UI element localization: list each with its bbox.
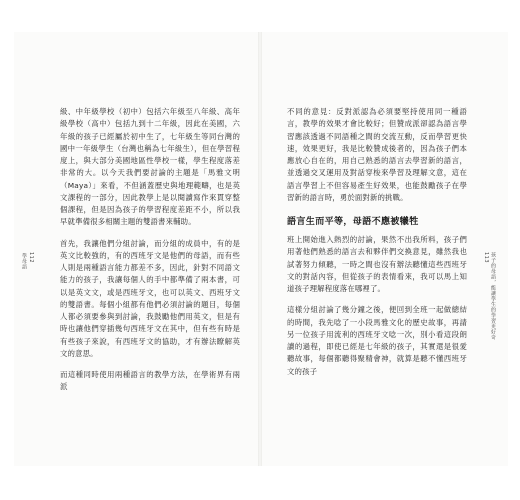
left-paragraph-1: 級、中年級學校（初中）包括六年級至八年級、高年級學校（高中）包括九到十二年級，因此在美國，六年級的孩子已經屬於初中生了，七年級生等同台灣的國中一年級學生（台灣也稱為七年級生），但在學習程度上，與大部分美國地區性學校一樣，學生程度落差非常的大。以今天我們要討論的主題是「馬雅文明（Maya）」來看，不但涵蓋歷史與地理範疇，也是英文課程的一部分，因此教學上是以閱讀寫作來貫穿整個課程，但是因為孩子的學習程度差距不小，所以我早就準備很多相關主題的雙語書來輔助。 xyxy=(60,107,240,227)
right-page-number: 113 xyxy=(483,252,489,264)
right-paragraph-2: 班上開始進入熱烈的討論，果然不出我所料，孩子們用著他們熟悉的語言去和夥伴們交換意見，雖然我也試著努力傾聽，一時之間也沒有辦法聽懂這些西班牙文的對話內容，但從孩子的表情看來，我可以馬上知道孩子理解程度落在哪裡了。 xyxy=(287,235,467,293)
right-paragraph-1: 不同的意見：反對派認為必須要堅持使用同一種語言，教學的效果才會比較好；但贊成派卻認為語言學習應該透過不同語種之間的交流互動，反而學習更快速，效果更好，我是比較贊成後者的，因為孩子們本應放心自在的，用自己熟悉的語言去學習新的語言，並透過交叉運用及對話穿梭來學習及理解文意，這在語言學習上不但容易產生好效果，也能鼓勵孩子在學習新的語言時，勇於面對新的挑戰。 xyxy=(287,107,467,202)
left-paragraph-2: 首先，我讓他們分組討論，而分組的成員中，有的是英文比較強的，有的西班牙文是他們的母語，而有些人則是兩種語言能力都差不多，因此，針對不同語文能力的孩子，我讓每個人的手中都準備了兩本書，可以是英文文，或是西班牙文，也可以英文、西班牙文的雙語書。每個小組都有他們必須討論的題目，每個人都必須要參與到討論，我鼓勵他們用英文，但是有時也讓他們穿插幾句西班牙文在其中，但有些有時是有些孩子來說，有西班牙文的協助，才有辦法瞭解英文的意思。 xyxy=(60,238,240,358)
left-text-column xyxy=(60,106,240,394)
right-text-column xyxy=(287,106,467,378)
right-running-head: 孩子的母語，能讓學生的學習更好奇 xyxy=(490,252,496,340)
section-heading: 語言生而平等，母語不應被犧牲 xyxy=(287,217,419,227)
left-paragraph-3: 而這種同時使用兩種語言的教學方法，在學術界有兩派 xyxy=(60,370,240,392)
left-page-number: 112 xyxy=(28,252,34,264)
right-paragraph-3: 這樣分組討論了幾分鐘之後，便回到全班一起做總結的時間，我先唸了一小段馬雅文化的歷史故事，再請另一位孩子用流利的西班牙文唸一次，別小看這段朗讀的過程，即使已經是七年級的孩子，其實還是很愛聽故事，每個都聽得聚精會神，就算是聽不懂西班牙文的孩子 xyxy=(287,305,467,376)
book-gutter xyxy=(258,32,262,466)
left-running-head: 學母語 xyxy=(21,253,27,270)
